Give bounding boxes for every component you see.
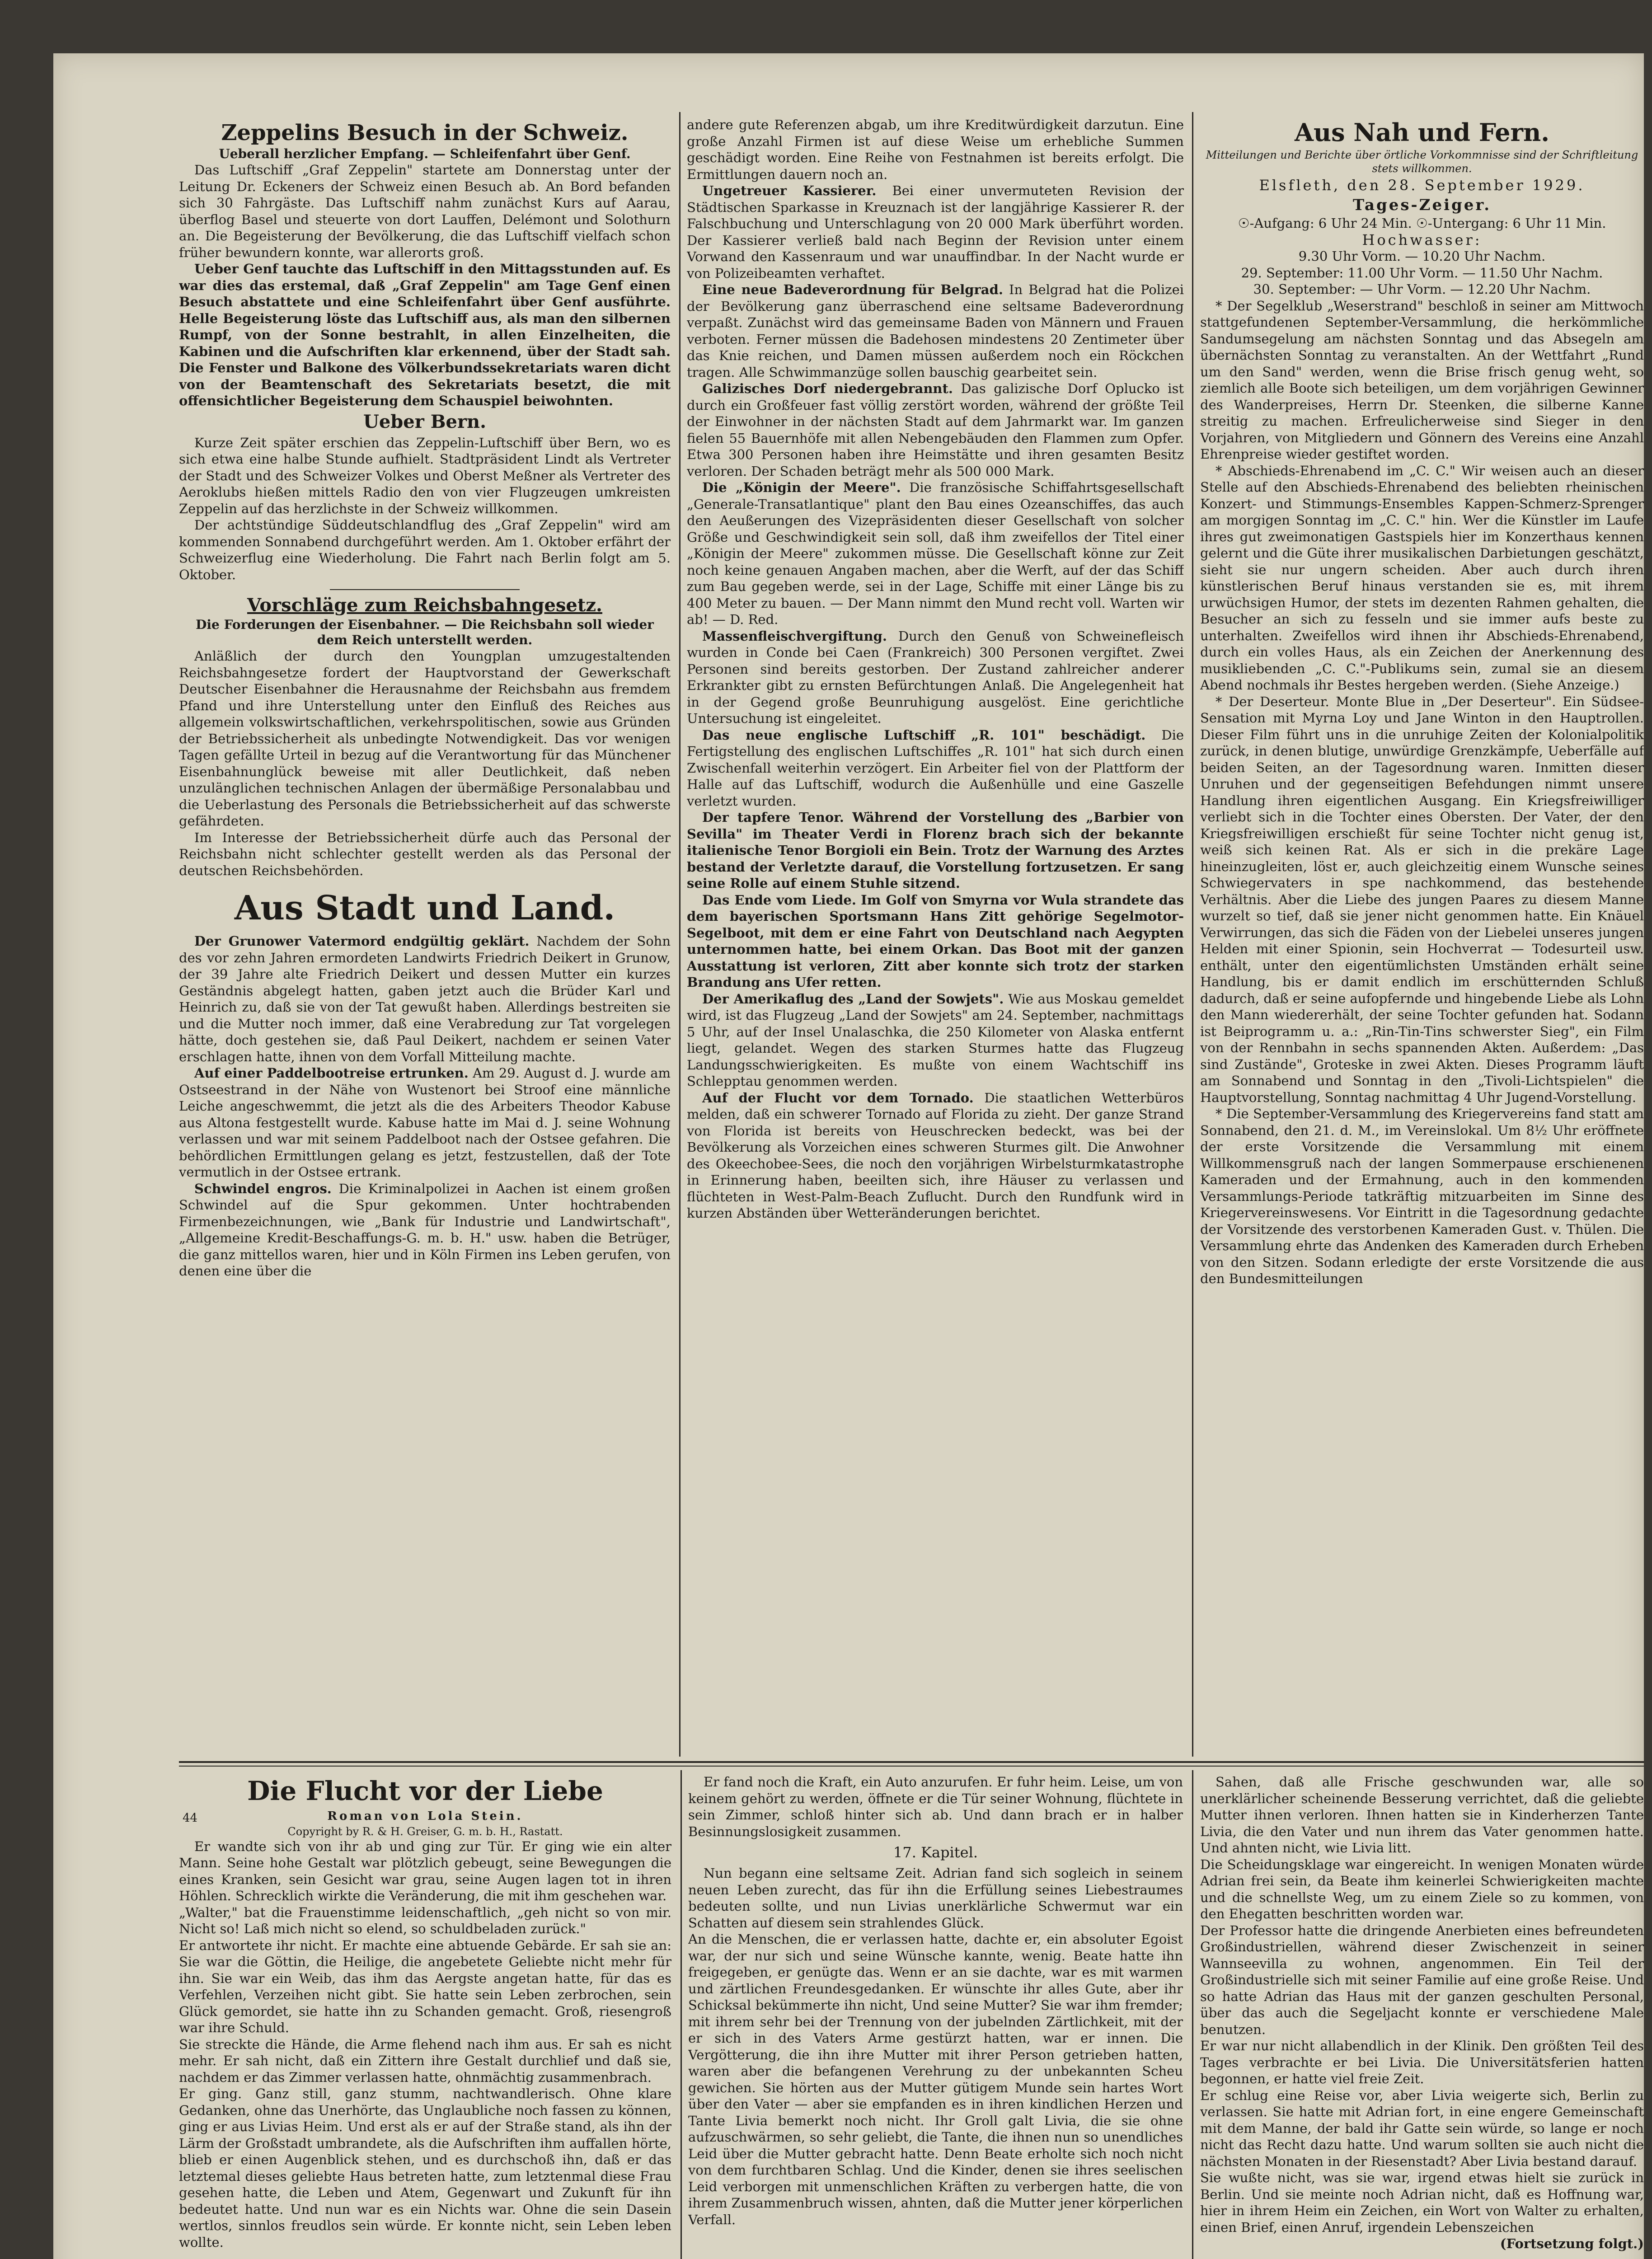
serial-text: Er wandte sich von ihr ab und ging zur Tür. Er ging wie ein alter Mann. Seine hohe Gestalt war plötzlich gebeugt, seine Bewegungen die eines Kranken, sein Gesicht war grau, seine Augen lagen tot in ihren Höhlen. Schrecklich wirkte die Veränderung, die mit ihm geschehen war. „Walter," bat die Frauenstimme leidenschaftlich, „geh nicht so von mir. Nicht so! Laß mich nicht so elend, so schuldbeladen zurück." Er antwortete ihr nicht. Er machte eine abtuende Gebärde. Er sah sie an: Sie war die Göttin, die Heilige, die angebetete Geliebte nicht mehr für ihn. Sie war ein Weib, das ihm das Aergste angetan hatte, für das es Verfehlen, Verzeihen nicht gibt. Sie hatte sein Leben zerbrochen, sein Glück gemordet, sie hatte ihn zu Schanden gemacht. Groß, riesengroß war ihre Schuld. Sie streckte die Hände, die Arme flehend nach ihm aus. Er sah es nicht mehr. Er sah nicht, daß ein Zittern ihre Gestalt durchlief und daß sie, nachdem er das Zimmer verlassen hatte, ohnmächtig zusammenbrach. Er ging. Ganz still, ganz stumm, nachtwandlerisch. Ohne klare Gedanken, ohne das Unerhörte, das Unglaubliche noch fassen zu können, ging er aus Livias Heim. Und erst als er auf der Straße stand, als ihn der Lärm der Großstadt umbrandete, als die Aufschriften ihm auffallen hörte, blieb er einen Augenblick stehen, und es durchschoß ihn, daß er das letztemal dieses geliebte Haus betreten hatte, zum letztenmal diese Frau gesehen hatte, die Leben und Atem, Gegenwart und Zukunft für ihn bedeutet hatte. Und nun war es ein Nichts war. Ohne die sein Dasein wertlos, sinnlos freudlos sein würde. Er konnte nicht, sein Leben leben wollte.: [179, 1838, 671, 2250]
news-item: [687, 380, 1184, 479]
reichsbahn-headline: Vorschläge zum Reichsbahngesetz.: [247, 595, 602, 616]
bern-paragraph: Kurze Zeit später erschien das Zeppelin-Luftschiff über Bern, wo es sich etwa eine halbe Stunde aufhielt. Stadtpräsident Lindt als Vertreter der Stadt und des Schweizer Volkes und Oberst Meßner als Vertreter des Aeroklubs hießen mittels Radio den von vier Flugzeugen umkreisten Zeppelin auf das herzlichste in der Schweiz willkommen.: [179, 435, 671, 516]
chapter-heading: 17. Kapitel.: [893, 1844, 978, 1861]
zeppelin-headline: Zeppelins Besuch in der Schweiz.: [221, 120, 629, 145]
news-item-head: Der Grunower Vatermord endgültig geklärt.: [194, 933, 530, 949]
reichsbahn-paragraph: Anläßlich der durch den Youngplan umzugestaltenden Reichsbahngesetze fordert der Hauptvorstand der Gewerkschaft Deutscher Eisenbahner die Herausnahme der Reichsbahn aus fremdem Pfand und ihre Unterstellung unter den Einfluß des Reiches aus allgemein volkswirtschaftlichen, verkehrspolitischen, sowie aus Gründen der Betriebssicherheit als unbedingte Notwendigkeit. Das vor wenigen Tagen gefällte Urteil in bezug auf die Verantwortung für das Münchener Eisenbahnunglück beweise mit aller Deutlichkeit, daß neben unzulänglichen technischen Anlagen der übermäßige Personalabbau und die Ueberlastung des Personals die Betriebssicherheit auf das schwerste gefährdeten.: [179, 648, 671, 829]
bern-headline: Ueber Bern.: [363, 411, 487, 432]
news-item-head: Auf einer Paddelbootreise ertrunken.: [194, 1065, 469, 1081]
news-item: [687, 727, 1184, 810]
zeppelin-paragraph: Das Luftschiff „Graf Zeppelin" startete am Donnerstag unter der Leitung Dr. Eckeners der Schweiz einen Besuch ab. An Bord befanden sich 30 Fahrgäste. Das Luftschiff nahm zunächst Kurs auf Aarau, überflog Basel und steuerte von dort Lauffen, Delémont und Solothurn an. Die Begeisterung der Bevölkerung, die das Luftschiff vielfach schon früher bewundern konnte, war allerorts groß.: [179, 162, 671, 260]
news-item: [179, 933, 671, 1065]
stadt-land-headline: Aus Stadt und Land.: [234, 889, 615, 928]
news-item-text: In Belgrad hat die Polizei der Bevölkerung ganz überraschend eine seltsame Badeverordnung verpaßt. Zunächst wird das gemeinsame Baden von Männern und Frauen verboten. Ferner müssen die Badehosen mindestens 20 Zentimeter über das Knie reichen, und Damen müssen außerdem noch ein Röckchen tragen. Alle Schwimmanzüge sollen bauschig gearbeitet sein.: [687, 282, 1184, 380]
news-item-head: Das Ende vom Liede.: [702, 892, 856, 908]
column-rule: [1192, 1770, 1193, 2259]
local-news-item: * Die September-Versammlung des Kriegervereins fand statt am Sonnabend, den 21. d. M., im Vereinslokal. Um 8⅟₂ Uhr eröffnete der erste Vorsitzende die Versammlung mit einem Willkommensgruß nach der langen Sommerpause erschienenen Kameraden und der Ermahnung, auch in den kommenden Versammlungs-Periode tatkräftig mitzuarbeiten im Sinne des Kriegervereinswesens. Vor Eintritt in die Tagesordnung gedachte der Vorsitzende des verstorbenen Kameraden Gust. v. Thülen. Die Versammlung ehrte das Andenken des Kameraden durch Erheben von den Sitzen. Sodann erledigte der erste Vorsitzende die aus den Bundesmitteilungen: [1200, 1106, 1644, 1286]
news-item-head: Ungetreuer Kassierer.: [702, 183, 877, 198]
zeppelin-subheadline: Ueberall herzlicher Empfang. — Schleifenfahrt über Genf.: [219, 146, 631, 161]
local-news-item: * Der Segelklub „Weserstrand" beschloß in seiner am Mittwoch stattgefundenen September-Versammlung, die herkömmliche Sandumsegelung am nächsten Sonntag und das Absegeln am übernächsten Sonntag zu veranstalten. An der Wettfahrt „Rund um den Sand" werden, wenn die Brise frisch genug weht, so ziemlich alle Boote sich beteiligen, um dem vorjährigen Gewinner des Wanderpreises, Herrn Dr. Steenken, die silberne Kanne streitig zu machen. Erfreulicherweise sind Sieger in den Vorjahren, von Mitgliedern und Gönnern des Vereins eine Anzahl Ehrenpreise wieder gestiftet worden.: [1200, 298, 1644, 462]
nah-fern-subline: Mitteilungen und Berichte über örtliche Vorkommnisse sind der Schriftleitung stets willkommen.: [1206, 149, 1638, 175]
news-item-text: Durch den Genuß von Schweinefleisch wurden in Conde bei Caen (Frankreich) 300 Personen vergiftet. Zwei Personen sind bereits gestorben. Der Zustand zahlreicher anderer Erkrankter gibt zu ernsten Befürchtungen Anlaß. Die Angelegenheit hat in der Gegend große Beunruhigung ausgelöst. Eine gerichtliche Untersuchung ist eingeleitet.: [687, 628, 1184, 726]
dateline: Elsfleth, den 28. September 1929.: [1259, 177, 1585, 194]
news-item-text: Während der Vorstellung des „Barbier von Sevilla" im Theater Verdi in Florenz brach sich der bekannte italienische Tenor Borgioli ein Bein. Trotz der Warnung des Arztes bestand der Verletzte darauf, die Vorstellung fortzusetzen. Er sang seine Rolle auf einem Stuhle sitzend.: [687, 810, 1184, 891]
news-item-text: Nachdem der Sohn des vor zehn Jahren ermordeten Landwirts Friedrich Deikert in Grunow, der 39 Jahre alte Friedrich Deikert und dessen Mutter ein kurzes Geständnis abgelegt hatten, gaben jetzt auch die Brüder Karl und Heinrich zu, daß sie von der Tat gewußt haben. Allerdings bestreiten sie und die Mutter noch immer, daß eine Verabredung zur Tat vorgelegen hätte, doch gestehen sie, daß Paul Deikert, nachdem er seinen Vater erschlagen hatte, ihnen von dem Vorfall Mitteilung machte.: [179, 933, 671, 1064]
column-2: [687, 117, 1184, 1743]
news-item-head: Der tapfere Tenor.: [702, 810, 844, 825]
news-item-head: Die „Königin der Meere".: [702, 480, 901, 495]
news-item: [687, 809, 1184, 892]
local-news-item: * Abschieds-Ehrenabend im „C. C." Wir weisen auch an dieser Stelle auf den Abschieds-Ehrenabend des beliebten rheinischen Konzert- und Stimmungs-Ensembles Kappen-Schmerz-Sprenger am morgigen Sonntag im „C. C." hin. Wer die Künstler im Laufe ihres gut zweimonatigen Gastspiels hier im Konzerthaus kennen gelernt und die Güte ihrer musikalischen Darbietungen geschätzt, sieht sie nur ungern scheiden. Aber auch durch ihren künstlerischen Beruf hinaus verstanden sie es, mit ihrem urwüchsigen Humor, der stets im dezenten Rahmen gehalten, die Besucher an sich zu fesseln und sie immer aufs beste zu unterhalten. Zweifellos wird ihnen ihr Abschieds-Ehrenabend, durch ein volles Haus, als ein Zeichen der Anerkennung des musikliebenden „C. C."-Publikums sein, zumal sie an diesem Abend nochmals ihr Bestes hergeben werden. (Siehe Anzeige.): [1200, 463, 1644, 693]
nah-fern-headline: Aus Nah und Fern.: [1294, 118, 1550, 147]
hochwasser-row: 9.30 Uhr Vorm. — 10.20 Uhr Nachm.: [1298, 248, 1546, 264]
serial-title: Die Flucht vor der Liebe: [247, 1776, 603, 1806]
news-item: [687, 281, 1184, 380]
news-item: [687, 628, 1184, 727]
news-item: [687, 1090, 1184, 1222]
serial-column-3: [1200, 1774, 1644, 2259]
news-item-head: Eine neue Badeverordnung für Belgrad.: [702, 282, 1003, 297]
local-news-item: * Der Deserteur. Monte Blue in „Der Deserteur". Ein Südsee-Sensation mit Myrna Loy und Jane Winton in den Hauptrollen. Dieser Film führt uns in die unruhige Zeiten der Kolonialpolitik zurück, in denen blutige, unwürdige Grenzkämpfe, Ueberfälle auf beiden Seiten, an der Tagesordnung waren. Inmitten dieser Unruhen und der gegenseitigen Befehdungen nimmt unsere Handlung ihren eigentlichen Ausgang. Ein Kriegsfreiwilliger verliebt sich in die Tochter eines Obersten. Der Vater, der den Kriegsfreiwilligen erschießt für seine Tochter nicht genug ist, weiß sich keinen Rat. Als er sich in die prekäre Lage hineinzugleiten, löst er, auch gleichzeitig einem Wunsche seines Schwiegervaters in spe nachkommend, das bestehende Verhältnis. Aber die Liebe des jungen Paares zu diesem Manne wurzelt so tief, daß sie jener nicht genommen hatte. Ein Knäuel Verwirrungen, das sich die Fäden von der Liebelei unseres jungen Helden mit einer Spionin, sein Hochverrat — Todesurteil usw. enthält, unter den eigentümlichsten Umständen erhält seine Handlung, bis er damit endlich im erschütternden Schluß dadurch, daß er seine aufopfernde und hingebende Liebe als Lohn den Mann wiedererhält, der seine Tochter gefunden hat. Sodann ist Beiprogramm u. a.: „Rin-Tin-Tins schwerster Sieg", ein Film von der Rennbahn in sechs spannenden Akten. Außerdem: „Das sind Zustände", Groteske in zwei Akten. Dieses Programm läuft am Sonnabend und Sonntag in den „Tivoli-Lichtspielen" die Hauptvorstellung, Sonntag nachmittag 4 Uhr Jugend-Vorstellung.: [1200, 694, 1644, 1105]
news-item-text: andere gute Referenzen abgab, um ihre Kreditwürdigkeit darzutun. Eine große Anzahl Firmen ist auf diese Weise um erhebliche Summen geschädigt worden. Eine Reihe von Festnahmen ist bereits erfolgt. Die Ermittlungen dauern noch an.: [687, 117, 1184, 182]
news-item-head: Massenfleischvergiftung.: [702, 628, 887, 644]
feuilleton-rule-thin: [179, 1766, 1644, 1767]
news-item-text: Die Fertigstellung des englischen Luftschiffes „R. 101" hat sich durch einen Zwischenfall weiterhin verzögert. Ein Arbeiter fiel von der Plattform der Halle auf das Luftschiff, wodurch die Außenhülle und eine Gaszelle verletzt wurden.: [687, 727, 1184, 809]
column-rule: [681, 1770, 682, 2259]
news-item-head: Der Amerikaflug des „Land der Sowjets".: [702, 991, 1004, 1007]
news-item-text: Die staatlichen Wetterbüros melden, daß ein schwerer Tornado auf Florida zu zieht. Der ganze Strand von Florida ist bereits von Heuschrecken bedeckt, was bei der Bevölkerung als Vorzeichen eines schweren Sturmes gilt. Die Anwohner des Okeechobee-Sees, die noch den vorjährigen Wirbelsturmkatastrophe in Erinnerung haben, beeilten sich, ihre Häuser zu verlassen und flüchteten in West-Palm-Beach Zuflucht. Durch den Rundfunk wird in kurzen Abständen über Wetteränderungen berichtet.: [687, 1090, 1184, 1221]
continuation-note: (Fortsetzung folgt.): [1500, 2236, 1644, 2251]
serial-text: Sahen, daß alle Frische geschwunden war, alle so unerklärlicher scheinende Besserung verrichtet, daß die geliebte Mutter ihnen verloren. Ihnen hatten sie in Kinderherzen Tante Livia, die den Vater und nun ihrem das Vater genommen hatte. Und ahnten nicht, wie Livia litt. Die Scheidungsklage war eingereicht. In wenigen Monaten würde Adrian frei sein, da Beate ihm keinerlei Schwierigkeiten machte und die schnellste Weg, um zu einem Ziele so zu kommen, von den Ehegatten beschritten worden war. Der Professor hatte die dringende Anerbieten eines befreundeten Großindustriellen, während dieser Zwischenzeit in seiner Wannseevilla zu wohnen, angenommen. Ein Teil der Großindustrielle sich mit seiner Familie auf eine große Reise. Und so hatte Adrian das Haus mit der ganzen geschulten Personal, über das auch die Segeljacht konnte er verschiedene Male benutzen. Er war nur nicht allabendlich in der Klinik. Den größten Teil des Tages verbrachte er bei Livia. Die Universitätsferien hatten begonnen, er hatte viel freie Zeit. Er schlug eine Reise vor, aber Livia weigerte sich, Berlin zu verlassen. Sie hatte mit Adrian fort, in eine engere Gemeinschaft mit dem Manne, der bald ihr Gatte sein würde, so lange er noch nicht das Recht dazu hatte. Und warum sollten sie auch nicht die nächsten Monaten in der Riesenstadt? Aber Livia bestand darauf. Sie wußte nicht, was sie war, irgend etwas hielt sie zurück in Berlin. Und sie meinte noch Adrian nicht, daß es Hoffnung war, hier in ihrem Heim ein Zeichen, ein Wort von Walter zu erhalten, einen Brief, einen Anruf, irgendein Lebenszeichen: [1200, 1774, 1644, 2235]
news-item: [179, 1065, 671, 1181]
news-item-head: Galizisches Dorf niedergebrannt.: [702, 381, 953, 396]
news-item-text: Die Kriminalpolizei in Aachen ist einem großen Schwindel auf die Spur gekommen. Unter hochtrabenden Firmenbezeichnungen, wie „Bank für Industrie und Landwirtschaft", „Allgemeine Kredit-Beschaffungs-G. m. b. H." usw. haben die Betrüger, die ganz mittellos waren, hier und in Köln Firmen ins Leben gerufen, von denen eine über die: [179, 1181, 671, 1279]
serial-text: Er fand noch die Kraft, ein Auto anzurufen. Er fuhr heim. Leise, um von keinem gehört zu werden, öffnete er die Tür seiner Wohnung, flüchtete in sein Zimmer, schloß hinter sich ab. Und dann brach er in halber Besinnungslosigkeit zusammen.: [688, 1774, 1183, 1839]
news-item-text: Das galizische Dorf Oplucko ist durch ein Großfeuer fast völlig zerstört worden, während der größte Teil der Einwohner in der nächsten Stadt auf dem Jahrmarkt war. Im ganzen fielen 55 Bauernhöfe mit allen Nebengebäuden den Flammen zum Opfer. Etwa 300 Personen haben ihre Heimstätte und ihren gesamten Besitz verloren. Der Schaden beträgt mehr als 500 000 Mark.: [687, 381, 1184, 479]
tages-zeiger-title: Tages-Zeiger.: [1352, 196, 1492, 214]
news-item-text: Bei einer unvermuteten Revision der Städtischen Sparkasse in Kreuznach ist der langjährige Kassierer R. der Falschbuchung und Unterschlagung von 20 000 Mark überführt worden. Der Kassierer verließ bald nach Beginn der Revision unter einem Vorwand den Kassenraum und war unauffindbar. In der Nacht wurde er von Polizeibeamten verhaftet.: [687, 183, 1184, 281]
column-3: [1200, 117, 1644, 1743]
serial-column-1: [179, 1774, 671, 2259]
news-item: [687, 479, 1184, 628]
column-rule: [679, 112, 681, 1757]
news-item: [687, 892, 1184, 991]
sun-times: ☉-Aufgang: 6 Uhr 24 Min. ☉-Untergang: 6 Uhr 11 Min.: [1238, 216, 1606, 231]
news-item: [179, 1181, 671, 1279]
serial-text: Nun begann eine seltsame Zeit. Adrian fand sich sogleich in seinem neuen Leben zurecht, das für ihn die Erfüllung seines Liebestraumes bedeuten sollte, und nun Livias unerklärliche Schwermut war ein Schatten auf diesem sein strahlendes Glück. An die Menschen, die er verlassen hatte, dachte er, ein absoluter Egoist war, der nur sich und seine Wünsche kannte, wenig. Beate hatte ihn freigegeben, er genügte das. Wenn er an sie dachte, war es mit warmen und zärtlichen Freundesgedanken. Er wünschte ihr alles Gute, aber ihr Schicksal bekümmerte ihn nicht, Und seine Mutter? Sie war ihm fremder; mit ihrem sehr bei der Trennung von der jubelnden Zärtlichkeit, mit der er sich in des Vaters Arme gestürzt hatten, war er innen. Die Vergötterung, die ihn ihre Mutter mit ihrer Person getrieben hatten, waren aber die befangenen Verehrung zu der unbekannten Scheu gewichen. Sie hörten aus der Mutter gütigem Munde sein hartes Wort über den Vater — aber sie empfanden es in ihren kindlichen Herzen und Tante Livia bemerkt noch nicht. Ihr Groll galt Livia, die sie ohne aufzuschwärmen, so sehr geliebt, die Tante, die ihnen nun so unendliches Leid über die Mutter gebracht hatte. Denn Beate erholte sich noch nicht von dem furchtbaren Schlag. Und die Kinder, denen sie ihres seelischen Leid verborgen mit unmenschlichen Kräften zu verbergen hatte, die von ihrem Zusammenbruch wissen, ahnten, daß die Mutter jener körperlichen Verfall.: [688, 1865, 1183, 2227]
news-item-text: Im Golf von Smyrna vor Wula strandete das dem bayerischen Sportsmann Hans Zitt gehörige Segelmotor-Segelboot, mit dem er eine Fahrt von Deutschland nach Aegypten unternommen hatte, bei einem Orkan. Das Boot mit der ganzen Ausstattung ist verloren, Zitt aber konnte sich trotz der starken Brandung ans Ufer retten.: [687, 892, 1184, 990]
reichsbahn-subheadline: Die Forderungen der Eisenbahner. — Die Reichsbahn soll wieder dem Reich unterstellt werden.: [196, 617, 654, 647]
news-item: [687, 183, 1184, 281]
serial-number: 44: [183, 1811, 198, 1825]
news-item-head: Das neue englische Luftschiff „R. 101" beschädigt.: [702, 727, 1146, 743]
news-item-head: Auf der Flucht vor dem Tornado.: [702, 1090, 974, 1106]
zeppelin-paragraph-bold: Ueber Genf tauchte das Luftschiff in den Mittagsstunden auf. Es war dies das erstemal, daß „Graf Zeppelin" am Tage Genf einen Besuch abstattete und eine Schleifenfahrt über Genf ausführte. Helle Begeisterung löste das Luftschiff aus, als man den silbernen Rumpf, von der Sonne bestrahlt, in allen Einzelheiten, die Kabinen und die Aufschriften klar erkennend, über der Stadt sah. Die Fenster und Balkone des Völkerbundssekretariats waren dicht von der Beamtenschaft des Sekretariats besetzt, die mit offensichtlicher Begeisterung dem Schauspiel beiwohnten.: [179, 261, 671, 408]
news-item-text: Wie aus Moskau gemeldet wird, ist das Flugzeug „Land der Sowjets" am 24. September, nachmittags 5 Uhr, auf der Insel Unalaschka, die 250 Kilometer von Alaska entfernt liegt, gelandet. Wegen des starken Sturmes hatte das Flugzeug Landungsschwierigkeiten. Es mußte von einem Wachtschiff ins Schlepptau genommen werden.: [687, 991, 1184, 1089]
news-item-text: Die französische Schiffahrtsgesellschaft „Generale-Transatlantique" plant den Bau eines Ozeanschiffes, das auch den Aeußerungen des Vizepräsidenten dieser Gesellschaft von solcher Größe und Geschwindigkeit sein soll, daß ihm zweifellos der Titel einer „Königin der Meere" zukommen müsse. Die Gesellschaft könne zur Zeit noch keine genauen Angaben machen, aber die Werft, auf der das Schiff zum Bau gegeben werde, sei in der Lage, Schiffe mit einer Länge bis zu 400 Meter zu bauen. — Der Mann nimmt den Mund recht voll. Warten wir ab! — D. Red.: [687, 480, 1184, 627]
serial-byline: Roman von Lola Stein.: [327, 1809, 523, 1823]
feuilleton-rule: [179, 1761, 1644, 1763]
serial-copyright: Copyright by R. & H. Greiser, G. m. b. H., Rastatt.: [287, 1825, 563, 1838]
hochwasser-row: 29. September: 11.00 Uhr Vorm. — 11.50 Uhr Nachm.: [1241, 265, 1603, 281]
bern-paragraph: Der achtstündige Süddeutschlandflug des „Graf Zeppelin" wird am kommenden Sonnabend durchgeführt werden. Am 1. Oktober erfährt der Schweizerflug eine Wiederholung. Die Fahrt nach Berlin folgt am 5. Oktober.: [179, 517, 671, 582]
hochwasser-title: Hochwasser:: [1362, 231, 1482, 248]
news-item: [687, 991, 1184, 1090]
column-rule: [1192, 112, 1193, 1757]
serial-column-2: [688, 1774, 1183, 2259]
newspaper-page: [53, 53, 1644, 2259]
reichsbahn-paragraph: Im Interesse der Betriebssicherheit dürfe auch das Personal der Reichsbahn nicht schlechter gestellt werden als das Personal der deutschen Reichsbehörden.: [179, 830, 671, 878]
column-1: [179, 117, 671, 1743]
news-item-head: Schwindel engros.: [194, 1181, 332, 1196]
section-divider: [330, 589, 520, 590]
news-item-text: Am 29. August d. J. wurde am Ostseestrand in der Nähe von Wustenort bei Stroof eine männliche Leiche angeschwemmt, die jetzt als die des Arbeiters Theodor Kabuse aus Altona festgestellt wurde. Kabuse hatte im Mai d. J. seine Wohnung verlassen und war mit seinem Paddelboot nach der Ostsee gefahren. Die behördlichen Ermittlungen gelang es jetzt, festzustellen, daß der Tote vermutlich in der Ostsee ertrank.: [179, 1065, 671, 1180]
hochwasser-row: 30. September: — Uhr Vorm. — 12.20 Uhr Nachm.: [1253, 281, 1591, 297]
